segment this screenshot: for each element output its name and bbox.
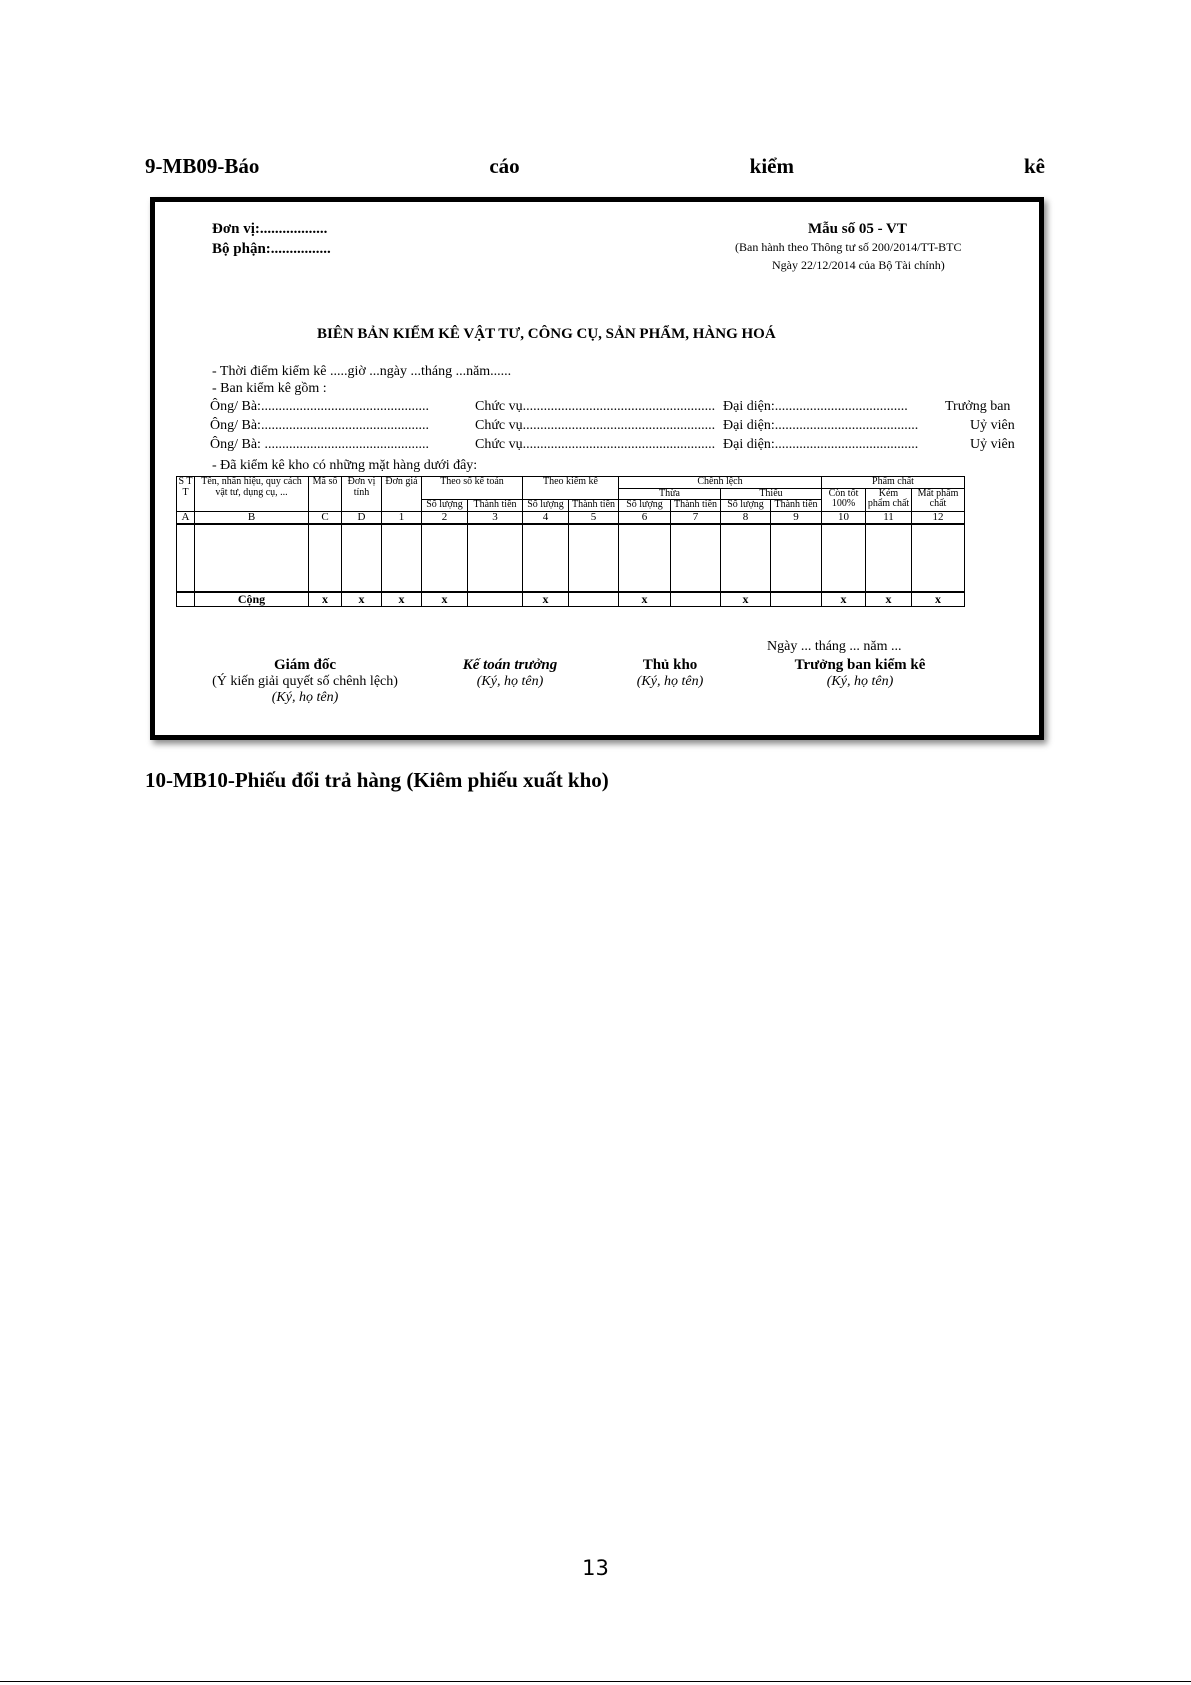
code-cell: 11: [866, 511, 912, 524]
form-time-line: - Thời điểm kiểm kê .....giờ ...ngày ...tháng ...năm......: [212, 364, 512, 379]
header-unit: Đơn vị tính: [342, 477, 382, 512]
member-title: Uỷ viên: [970, 418, 1015, 433]
header-amount: Thành tiền: [671, 500, 721, 512]
inventory-table: [176, 476, 965, 607]
director-note: (Ý kiến giải quyết số chênh lệch): [212, 674, 398, 689]
page-bottom-rule: [0, 1681, 1191, 1682]
form-date-line: Ngày ... tháng ... năm ...: [767, 639, 902, 654]
code-cell: 2: [422, 511, 468, 524]
header-qty: Số lượng: [422, 500, 468, 512]
section-heading-9: [145, 154, 1045, 179]
header-lost: Mất phẩm chất: [912, 488, 965, 511]
total-cell: x: [342, 592, 382, 606]
header-amount: Thành tiền: [468, 500, 523, 512]
header-poor: Kém phẩm chất: [866, 488, 912, 511]
code-cell: C: [309, 511, 342, 524]
header-code: Mã số: [309, 477, 342, 512]
accountant-title: Kế toán trưởng: [462, 657, 558, 673]
member-name: Ông/ Bà:................................................: [210, 399, 429, 414]
member-role: Chức vụ.......................................................: [475, 437, 716, 452]
total-cell: x: [422, 592, 468, 606]
form-unit: Đơn vị:..................: [212, 221, 328, 237]
header-amount: Thành tiền: [569, 500, 619, 512]
signature-accountant: [425, 657, 595, 690]
member-title: Trưởng ban: [945, 399, 1011, 414]
total-cell: x: [523, 592, 569, 606]
total-cell: [771, 592, 822, 606]
form-number: Mẫu số 05 - VT: [808, 221, 907, 237]
form-dept: Bộ phận:................: [212, 241, 331, 257]
code-cell: 4: [523, 511, 569, 524]
keeper-title: Thủ kho: [642, 657, 698, 673]
keeper-sig: (Ký, họ tên): [636, 674, 704, 689]
total-cell: x: [721, 592, 771, 606]
header-diff: Chênh lệch: [619, 477, 822, 489]
code-cell: B: [195, 511, 309, 524]
heading-9-word: kê: [1023, 154, 1045, 178]
head-sig: (Ký, họ tên): [826, 674, 894, 689]
code-cell: 5: [569, 511, 619, 524]
total-cell: [468, 592, 523, 606]
header-stt: S T T: [177, 477, 195, 512]
page-number: 13: [582, 1556, 609, 1580]
code-cell: 10: [822, 511, 866, 524]
total-cell: [177, 592, 195, 606]
form-issued-line-1: (Ban hành theo Thông tư số 200/2014/TT-BTC: [735, 240, 962, 254]
member-rep: Đại diện:.........................................: [723, 418, 919, 433]
total-cell: [671, 592, 721, 606]
total-cell: x: [619, 592, 671, 606]
code-cell: 6: [619, 511, 671, 524]
head-title: Trưởng ban kiểm kê: [794, 657, 926, 673]
header-amount: Thành tiền: [771, 500, 822, 512]
signature-head: [755, 657, 965, 690]
form-board-line: - Ban kiểm kê gồm :: [212, 381, 327, 396]
heading-9-word: kiểm: [749, 154, 794, 178]
total-row: [177, 592, 965, 606]
code-row: [177, 511, 965, 524]
header-qty: Số lượng: [721, 500, 771, 512]
header-name: Tên, nhãn hiệu, quy cách vật tư, dụng cụ, ...: [195, 477, 309, 512]
director-title: Giám đốc: [273, 657, 337, 673]
header-count: Theo kiểm kê: [523, 477, 619, 500]
total-cell: x: [309, 592, 342, 606]
member-rep: Đại diện:......................................: [723, 399, 908, 414]
header-short: Thiếu: [721, 488, 822, 500]
code-cell: 12: [912, 511, 965, 524]
form-checked-line: - Đã kiểm kê kho có những mặt hàng dưới đây:: [212, 458, 478, 473]
total-label: Cộng: [195, 592, 309, 606]
director-sig: (Ký, họ tên): [271, 690, 339, 705]
code-cell: A: [177, 511, 195, 524]
heading-9-word: cáo: [489, 154, 520, 178]
header-quality: Phẩm chất: [822, 477, 965, 489]
code-cell: D: [342, 511, 382, 524]
member-role: Chức vụ.......................................................: [475, 418, 716, 433]
total-cell: x: [866, 592, 912, 606]
accountant-sig: (Ký, họ tên): [476, 674, 544, 689]
form-issued-line-2: Ngày 22/12/2014 của Bộ Tài chính): [772, 258, 945, 272]
signature-director: [175, 657, 435, 706]
total-cell: x: [382, 592, 422, 606]
header-excess: Thừa: [619, 488, 721, 500]
heading-9-word: 9-MB09-Báo: [145, 154, 260, 178]
header-qty: Số lượng: [619, 500, 671, 512]
member-name: Ông/ Bà: ...............................................: [210, 437, 429, 452]
header-price: Đơn giá: [382, 477, 422, 512]
section-heading-10: 10-MB10-Phiếu đổi trả hàng (Kiêm phiếu xuất kho): [145, 768, 609, 792]
code-cell: 3: [468, 511, 523, 524]
total-cell: [569, 592, 619, 606]
code-cell: 7: [671, 511, 721, 524]
signature-keeper: [595, 657, 745, 690]
inventory-form-image: [150, 197, 1044, 740]
code-cell: 8: [721, 511, 771, 524]
total-cell: x: [822, 592, 866, 606]
form-title: BIÊN BẢN KIỂM KÊ VẬT TƯ, CÔNG CỤ, SẢN PHẨM, HÀNG HOÁ: [317, 326, 776, 342]
member-role: Chức vụ.......................................................: [475, 399, 716, 414]
member-title: Uỷ viên: [970, 437, 1015, 452]
total-cell: x: [912, 592, 965, 606]
blank-row: [177, 524, 965, 592]
header-good: Còn tốt 100%: [822, 488, 866, 511]
code-cell: 9: [771, 511, 822, 524]
code-cell: 1: [382, 511, 422, 524]
header-books: Theo sổ kế toán: [422, 477, 523, 500]
member-rep: Đại diện:.........................................: [723, 437, 919, 452]
member-name: Ông/ Bà:................................................: [210, 418, 429, 433]
header-qty: Số lượng: [523, 500, 569, 512]
